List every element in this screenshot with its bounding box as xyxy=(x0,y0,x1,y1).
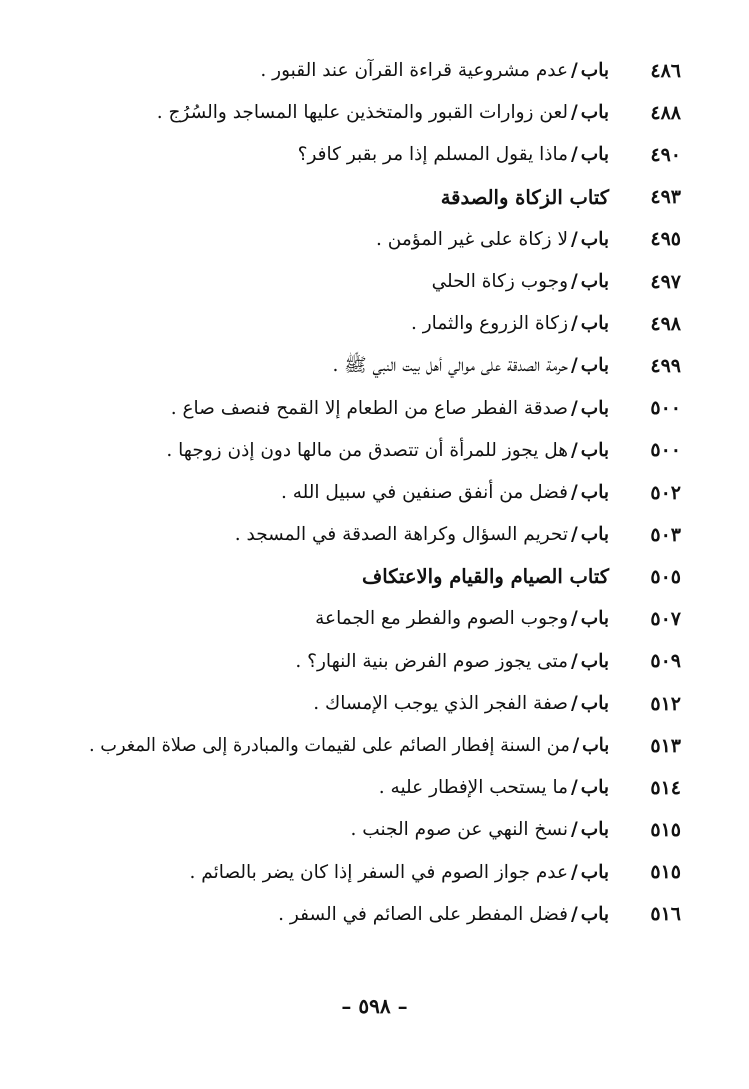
entry-page-number: ٥٠٠ xyxy=(650,397,681,420)
bab-label: باب xyxy=(580,313,609,335)
entry-title: متى يجوز صوم الفرض بنية النهار؟ . xyxy=(295,650,569,672)
entry-text xyxy=(171,398,609,420)
bab-label: باب xyxy=(580,102,609,124)
entry-title: لعن زوارات القبور والمتخذين عليها المساجد والسُرُج . xyxy=(156,102,569,124)
bab-label: باب xyxy=(581,735,609,756)
entry-title: هل يجوز للمرأة أن تتصدق من مالها دون إذن زوجها . xyxy=(166,439,569,461)
entry-text xyxy=(89,735,609,757)
bab-label: باب xyxy=(580,524,609,546)
separator: / xyxy=(571,650,578,672)
separator: / xyxy=(571,819,578,841)
toc-entry-row xyxy=(81,134,681,176)
entry-text xyxy=(166,440,609,462)
entry-text xyxy=(411,313,609,335)
separator: / xyxy=(571,102,578,124)
entry-page-number: ٥١٤ xyxy=(650,776,681,799)
entry-title: وجوب زكاة الحلي xyxy=(431,270,569,292)
bab-label: باب xyxy=(580,903,609,925)
entry-text xyxy=(441,186,609,210)
toc-entry-row xyxy=(81,598,681,640)
chapter-title: كتاب الزكاة والصدقة xyxy=(440,185,609,209)
entry-page-number: ٥١٦ xyxy=(650,903,681,926)
entry-title: ما يستحب الإفطار عليه . xyxy=(378,777,569,799)
entry-text xyxy=(278,904,609,926)
table-of-contents xyxy=(81,50,681,936)
toc-entry-row xyxy=(81,852,681,894)
entry-page-number: ٤٨٦ xyxy=(650,59,681,82)
entry-page-number: ٥٠٠ xyxy=(650,439,681,462)
entry-page-number: ٥٠٧ xyxy=(650,608,681,631)
separator: / xyxy=(571,313,578,335)
separator: / xyxy=(571,270,578,292)
separator: / xyxy=(571,777,578,799)
entry-text xyxy=(281,482,609,504)
toc-chapter-row xyxy=(81,177,681,219)
entry-page-number: ٥٠٥ xyxy=(650,565,681,588)
separator: / xyxy=(571,524,578,546)
entry-text xyxy=(351,819,609,841)
separator: / xyxy=(571,355,578,377)
entry-page-number: ٥١٢ xyxy=(650,692,681,715)
entry-title: فضل من أنفق صنفين في سبيل الله . xyxy=(280,481,569,503)
separator: / xyxy=(571,861,578,883)
bab-label: باب xyxy=(580,481,609,503)
entry-page-number: ٥٠٩ xyxy=(650,650,681,673)
bab-label: باب xyxy=(580,355,609,377)
bab-label: باب xyxy=(580,650,609,672)
entry-title: وجوب الصوم والفطر مع الجماعة xyxy=(315,608,569,630)
entry-page-number: ٥١٣ xyxy=(650,734,681,757)
entry-text xyxy=(260,60,609,82)
entry-text xyxy=(313,693,609,715)
bab-label: باب xyxy=(580,819,609,841)
entry-title: صدقة الفطر صاع من الطعام إلا القمح فنصف صاع . xyxy=(170,397,569,419)
entry-page-number: ٥٠٢ xyxy=(650,481,681,504)
entry-page-number: ٤٩٩ xyxy=(650,355,681,377)
separator: / xyxy=(571,903,578,925)
toc-entry-row xyxy=(81,725,681,767)
entry-page-number: ٤٩٥ xyxy=(650,228,681,251)
entry-text xyxy=(190,862,610,884)
separator: / xyxy=(571,60,578,81)
toc-chapter-row xyxy=(81,556,681,598)
bab-label: باب xyxy=(580,777,609,799)
entry-text xyxy=(432,271,609,293)
entry-text xyxy=(333,355,609,377)
separator: / xyxy=(571,608,578,630)
entry-text xyxy=(235,524,609,546)
toc-entry-row xyxy=(81,345,681,387)
toc-entry-row xyxy=(81,92,681,134)
toc-entry-row xyxy=(81,303,681,345)
separator: / xyxy=(571,692,578,714)
entry-page-number: ٥١٥ xyxy=(650,861,681,884)
chapter-title: كتاب الصيام والقيام والاعتكاف xyxy=(362,565,609,589)
entry-page-number: ٥٠٣ xyxy=(650,523,681,546)
toc-entry-row xyxy=(81,683,681,725)
entry-title: حرمة الصدقة على موالي أهل بيت النبي ﷺ . xyxy=(332,355,569,377)
entry-page-number: ٥١٥ xyxy=(650,819,681,842)
separator: / xyxy=(571,228,578,250)
toc-entry-row xyxy=(81,219,681,261)
toc-entry-row xyxy=(81,430,681,472)
entry-title: تحريم السؤال وكراهة الصدقة في المسجد . xyxy=(234,524,569,546)
entry-title: فضل المفطر على الصائم في السفر . xyxy=(278,903,569,925)
toc-entry-row xyxy=(81,50,681,92)
bab-label: باب xyxy=(580,861,609,883)
entry-title: عدم جواز الصوم في السفر إذا كان يضر بالصائم . xyxy=(189,861,569,883)
entry-title: عدم مشروعية قراءة القرآن عند القبور . xyxy=(260,60,569,81)
entry-text xyxy=(376,229,609,251)
separator: / xyxy=(571,439,578,461)
bab-label: باب xyxy=(580,439,609,461)
bab-label: باب xyxy=(580,60,609,81)
entry-title: ماذا يقول المسلم إذا مر بقبر كافر؟ xyxy=(297,144,569,166)
bab-label: باب xyxy=(580,397,609,419)
toc-entry-row xyxy=(81,261,681,303)
entry-title: لا زكاة على غير المؤمن . xyxy=(376,228,569,250)
entry-title: صفة الفجر الذي يوجب الإمساك . xyxy=(313,692,569,714)
entry-text xyxy=(295,651,609,673)
entry-text xyxy=(315,608,609,630)
separator: / xyxy=(571,481,578,503)
toc-entry-row xyxy=(81,514,681,556)
separator: / xyxy=(571,397,578,419)
separator: / xyxy=(571,144,578,166)
entry-page-number: ٤٩٠ xyxy=(650,144,681,167)
separator: / xyxy=(572,735,580,756)
entry-text xyxy=(362,565,609,589)
page-number: – ٥٩٨ – xyxy=(341,994,408,1018)
entry-text xyxy=(379,777,609,799)
bab-label: باب xyxy=(580,692,609,714)
toc-entry-row xyxy=(81,472,681,514)
entry-title: نسخ النهي عن صوم الجنب . xyxy=(350,819,569,841)
entry-text xyxy=(298,144,609,166)
bab-label: باب xyxy=(580,608,609,630)
bab-label: باب xyxy=(580,270,609,292)
toc-entry-row xyxy=(81,388,681,430)
toc-entry-row xyxy=(81,894,681,936)
entry-page-number: ٤٨٨ xyxy=(650,101,681,124)
entry-page-number: ٤٩٧ xyxy=(650,270,681,293)
toc-entry-row xyxy=(81,641,681,683)
entry-page-number: ٤٩٣ xyxy=(650,186,681,209)
bab-label: باب xyxy=(580,228,609,250)
entry-text xyxy=(157,102,609,124)
entry-title: زكاة الزروع والثمار . xyxy=(410,313,569,335)
toc-entry-row xyxy=(81,767,681,809)
bab-label: باب xyxy=(580,144,609,166)
toc-entry-row xyxy=(81,809,681,851)
entry-page-number: ٤٩٨ xyxy=(650,312,681,335)
entry-title: من السنة إفطار الصائم على لقيمات والمبادرة إلى صلاة المغرب . xyxy=(88,735,570,756)
